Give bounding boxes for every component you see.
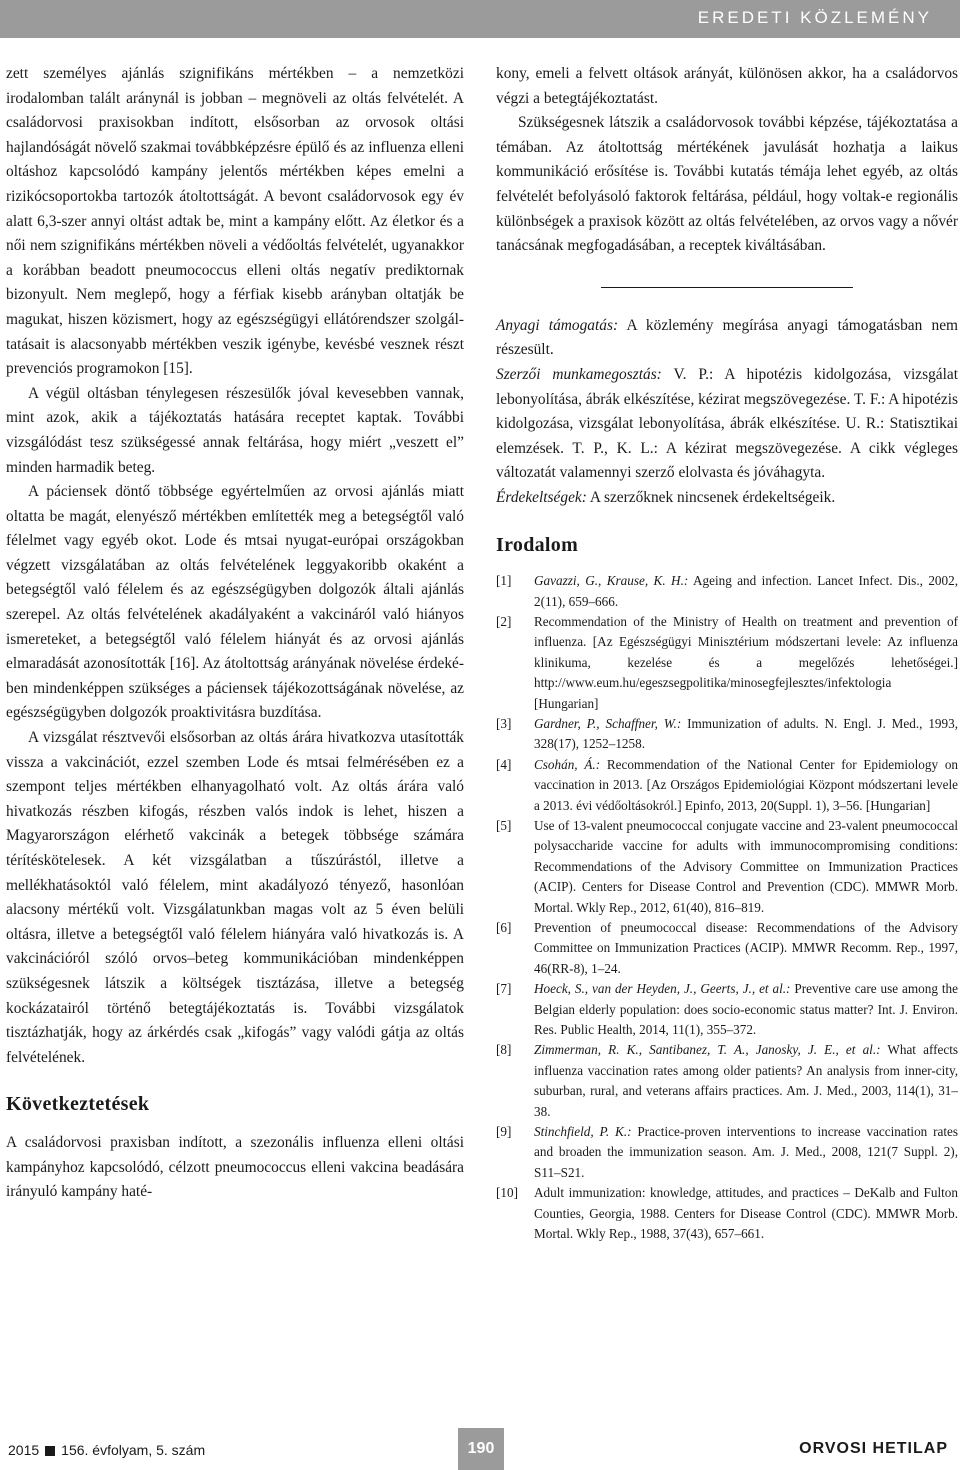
footer-issue-info [8, 1442, 205, 1458]
footer-year: 2015 [8, 1442, 40, 1458]
funding-text: A közlemény megírása anyagi támogatásban nem részesült. [496, 316, 959, 359]
body-paragraph: Szükségesnek látszik a családorvosok további képzése, tájékoztatása a témában. Az átoltottság mértékének javulását hozhatja a laikus kommunikáció erősítése is. További kutatás témája lehet egyéb, az oltás felvételét befolyásoló faktorok feltárása, például, hogy voltak-e regionális különbségek a praxisok között az oltás felvételében, az orvos vagy a nővér tanácsának megfogadásában, a receptek kiváltásában. [496, 114, 958, 255]
reference-text: What affects influenza vaccination rates among older patients? An analysis from inner-city, suburban, rural, and veterans affairs practices. Am. J. Med., 2003, 114(1), 31–38. [534, 1042, 958, 1119]
contributions-statement [496, 363, 958, 486]
reference-authors: Hoeck, S., van der Heyden, J., Geerts, J., et al.: [534, 981, 791, 997]
journal-name: ORVOSI HETILAP [799, 1440, 948, 1457]
reference-list [496, 571, 958, 1244]
body-paragraph: kony, emeli a felvett oltások arányát, különösen akkor, ha a családorvos végzi a betegtájékoztatást. [496, 65, 958, 107]
reference-number: [3] [496, 715, 512, 731]
reference-authors: Stinchfield, P. K.: [534, 1124, 632, 1140]
body-paragraph: A végül oltásban ténylegesen részesülők jóval kevesebben vannak, mint azok, akik a tájékoztatás hatására receptet kaptak. További vizsgálódást tesz szükségessé annak feltárása, hogy miért „veszett el” minden harmadik beteg. [6, 384, 464, 476]
body-paragraph: zett személyes ajánlás szignifikáns mértékben – a nemzetközi irodalomban talált aránynál is jobban – megnöveli az oltás felvételét. A családorvosi praxisokban indított, elsősorban az orvosok oltási hajlandóságát növelő szakmai továbbképzésre épülő és az influenza elleni oltáshoz kapcsolódó kampány jelentős mértékben képes emelni a rizikócsoportokba tartozók átoltottságát. A bevont családorvosok egy év alatt 6,3-szer annyi oltást adtak be, mint a kampány előtt. Az életkor és a női nem szignifikáns mértékben növeli a védőoltás felvételét, ugyanakkor a korábban beadott pneumococcus elleni oltás negatív prediktornak bizonyult. Nem meglepő, hogy a férfiak kisebb arányban oltatják be magukat, hiszen közismert, hogy az egészségügyi ellátórendszer szolgáltatásait is alacsonyabb mértékben veszik igénybe, kevésbé vesznek részt prevenciós programokon [15]. [6, 65, 464, 378]
reference-item [496, 755, 958, 816]
contributions-text: V. P.: A hipotézis kidolgozása, vizsgálat lebonyolítása, ábrák elkészítése, kézirat megszövegezése. T. F.: A hipotézis kidolgozása, vizsgálat lebonyolítása, ábrák elkészítése. U. R.: Statisztikai elemzések. T. P., K. L.: A kézirat megszövegezése. A cikk végleges változatát valamennyi szerző elolvasta és jóváhagyta. [496, 365, 958, 482]
footer-issue: 156. évfolyam, 5. szám [61, 1442, 206, 1458]
funding-label: Anyagi támogatás: [496, 316, 619, 334]
reference-item [496, 612, 958, 714]
interests-text: A szerzőknek nincsenek érdekeltségeik. [586, 488, 836, 506]
reference-text: Prevention of pneumococcal disease: Recommendations of the Advisory Committee on Immunization Practices (ACIP). MMWR Recomm. Rep., 1997, 46(RR-8), 1–24. [534, 920, 958, 976]
references-heading: Irodalom [496, 533, 579, 556]
reference-text: Recommendation of the Ministry of Health on treatment and prevention of influenza. [Az Egészségügyi Minisztérium módszertani levele: Az influenza klinikuma, kezelése és a megelőzés lehetőségei.] http://www.eum.hu/egeszsegpolitika/minosegfejlesztes/infektologia [Hungarian] [534, 613, 958, 711]
reference-authors: Zimmerman, R. K., Santibanez, T. A., Janosky, J. E., et al.: [534, 1042, 881, 1058]
reference-number: [9] [496, 1124, 512, 1140]
reference-text: Ageing and infection. Lancet Infect. Dis., 2002, 2(11), 659–666. [534, 573, 958, 609]
reference-authors: Gardner, P., Schaffner, W.: [534, 715, 682, 731]
section-label: EREDETI KÖZLEMÉNY [697, 8, 932, 27]
conclusions-paragraph: A családorvosi praxisban indított, a szezonális influenza elleni oltási kampányhoz kapcsolódó, célzott pneumococcus elleni vakcina beadására irányuló kampány haté- [6, 1133, 464, 1201]
reference-number: [6] [496, 920, 512, 935]
reference-authors: Gavazzi, G., Krause, K. H.: [534, 573, 689, 589]
reference-text: Adult immunization: knowledge, attitudes, and practices – DeKalb and Fulton Counties, Georgia, 1988. Centers for Disease Control (CDC). MMWR Morb. Mortal. Wkly Rep., 1988, 37(43), 657–661. [534, 1185, 958, 1242]
reference-item [496, 714, 958, 755]
right-column [496, 62, 958, 1245]
section-header-bar [0, 0, 960, 38]
page-footer [0, 1410, 960, 1470]
interests-statement [496, 486, 958, 511]
reference-item [496, 571, 958, 612]
reference-item [496, 1122, 958, 1183]
reference-number: [8] [496, 1042, 512, 1058]
reference-number: [5] [496, 817, 512, 833]
funding-statement [496, 314, 958, 363]
section-divider [601, 287, 853, 288]
contributions-label: Szerzői munkamegosztás: [496, 365, 662, 383]
reference-text: Preventive care use among the Belgian elderly population: does socio-economic status matter? Int. J. Environ. Res. Public Health, 2014, 11(1), 355–372. [534, 981, 958, 1038]
reference-text: Practice-proven interventions to increase vaccination rates and broaden the immunization season. Am. J. Med., 2008, 121(7 Suppl. 2), S11–S21. [534, 1124, 958, 1180]
reference-number: [2] [496, 613, 512, 629]
reference-number: [7] [496, 981, 512, 997]
interests-label: Érdekeltségek: [496, 488, 587, 506]
reference-text: Recommendation of the National Center for Epidemiology on vaccination in 2013. [Az Országos Epidemiológiai Központ módszertani levele a 2013. évi védőoltásokról.] Epinfo, 2013, 20(Suppl. 1), 3–56. [Hungarian] [534, 756, 959, 813]
body-paragraph: A páciensek döntő többsége egyértelműen az orvosi ajánlás miatt oltatta be magát, elenyésző mértékben említették meg a betegségtől való félelmet vagy egyéb okot. Lode és mtsai nyugat-európai országokban végzett vizsgálatában az oltás felvételének leggyakoribb okaként a betegségtől való félelem és az egészségügyben dolgozók általi ajánlás szerepel. Az oltás felvételének akadályaként a vakcináról való hiányos ismereteket, a betegségtől való félelem hiányát és az orvosi ajánlás elmaradását azonosították [16]. Az átoltottság arányának növelése érdekében mindenképpen szükséges a páciensek tájékozottságának növelése, az egészségügyben dolgozók proaktivitásra buzdítása. [6, 483, 464, 722]
conclusions-heading: Következtetések [6, 1093, 150, 1116]
reference-item [496, 979, 958, 1040]
left-column [6, 62, 464, 1205]
reference-item [496, 918, 958, 979]
reference-item [496, 816, 958, 918]
reference-text: Immunization of adults. N. Engl. J. Med., 1993, 328(17), 1252–1258. [534, 715, 958, 752]
reference-authors: Csohán, Á.: [534, 756, 601, 772]
reference-number: [10] [496, 1185, 518, 1201]
square-bullet-icon [45, 1446, 55, 1456]
reference-item [496, 1040, 958, 1122]
body-paragraph: A vizsgálat résztvevői elsősorban az oltás árára hivatkozva utasították vissza a vakcinációt, ezzel szemben Lode és mtsai felmérésében ez a szempont teljes mértékben elhanyagolható volt. Az oltás árára való hivatkozás részben kifogás, részben valós indok is lehet, hiszen a Magyarországon elérhető vakcinák a betegek többsége számára térítéskötelesek. A két vizsgálatban a tűszúrástól, illetve a mellékhatásoktól való félelem, mint akadályozó tényező, hasonlóan alacsony mértékű volt. Vizsgálatunkban magas volt az 5 éven belüli oltásra, illetve a betegségtől való félelem hiányára való hivatkozás is. A vakcinációról szóló orvos–beteg kommunikációban mindenképpen szükségesnek látszik a költségek tisztázása, illetve a betegség kockázatairól történő betegtájékoztatás is. További vizsgálatok tisztázhatják, hogy az árkérdés csak „kifogás” vagy valódi gátja az oltás felvételének. [6, 729, 464, 1066]
reference-text: Use of 13-valent pneumococcal conjugate vaccine and 23-valent pneumococcal polysaccharide vaccine for adults with immunocompromising conditions: Recommendations of the Advisory Committee on Immunization Practices (ACIP). Centers for Disease Control and Prevention (CDC). MMWR Morb. Mortal. Wkly Rep., 2012, 61(40), 816–819. [534, 817, 958, 915]
reference-number: [4] [496, 756, 512, 772]
reference-number: [1] [496, 573, 512, 589]
reference-item [496, 1183, 958, 1244]
page-number: 190 [458, 1428, 504, 1470]
